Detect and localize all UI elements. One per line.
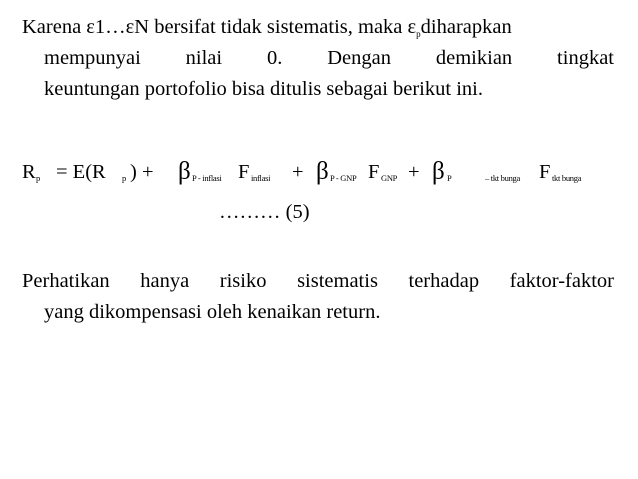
paragraph-note-line-2: yang dikompensasi oleh kenaikan return. xyxy=(44,301,381,323)
formula-beta-1-subscript: P - inflasi xyxy=(192,173,222,183)
formula-plus-1: + xyxy=(292,161,304,183)
formula-close-plus: ) + xyxy=(130,161,154,183)
formula-f-2-subscript: GNP xyxy=(381,173,398,183)
formula-beta-3-subscript: P xyxy=(447,173,452,183)
formula-f-1-subscript: inflasi xyxy=(251,173,271,183)
formula-f-1: F xyxy=(238,161,250,183)
formula-beta-3-subscript-tail: – tkt bunga xyxy=(485,173,520,183)
paragraph-intro xyxy=(22,12,614,105)
epsilon-subscript: p xyxy=(416,29,421,39)
equation-number: ……… (5) xyxy=(219,201,310,223)
paragraph-note xyxy=(22,266,614,328)
formula-f-2: F xyxy=(368,161,380,183)
paragraph-intro-line-3: keuntungan portofolio bisa ditulis sebagai berikut ini. xyxy=(44,78,483,100)
formula-expected-subscript: p xyxy=(122,173,126,183)
formula-beta-3: β xyxy=(432,158,445,185)
formula-beta-1: β xyxy=(178,158,191,185)
formula-beta-2-subscript: P - GNP xyxy=(330,173,357,183)
paragraph-intro-line-2: mempunyai nilai 0. Dengan demikian tingkat xyxy=(44,47,614,69)
formula-expected-open: = E(R xyxy=(56,161,106,183)
intro-text-b: diharapkan xyxy=(420,16,512,38)
intro-text-a: Karena ε1…εN bersifat tidak sistematis, maka ε xyxy=(22,16,417,38)
paragraph-note-line-1: Perhatikan hanya risiko sistematis terhadap faktor-faktor xyxy=(22,270,614,292)
formula-f-3-subscript: tkt bunga xyxy=(552,173,582,183)
formula-f-3: F xyxy=(539,161,551,183)
formula-plus-2: + xyxy=(408,161,420,183)
portfolio-return-formula xyxy=(22,155,622,189)
paragraph-intro-line-1 xyxy=(22,12,614,43)
formula-r-subscript: p xyxy=(36,173,40,183)
formula-beta-2: β xyxy=(316,158,329,185)
formula-r: R xyxy=(22,161,36,183)
